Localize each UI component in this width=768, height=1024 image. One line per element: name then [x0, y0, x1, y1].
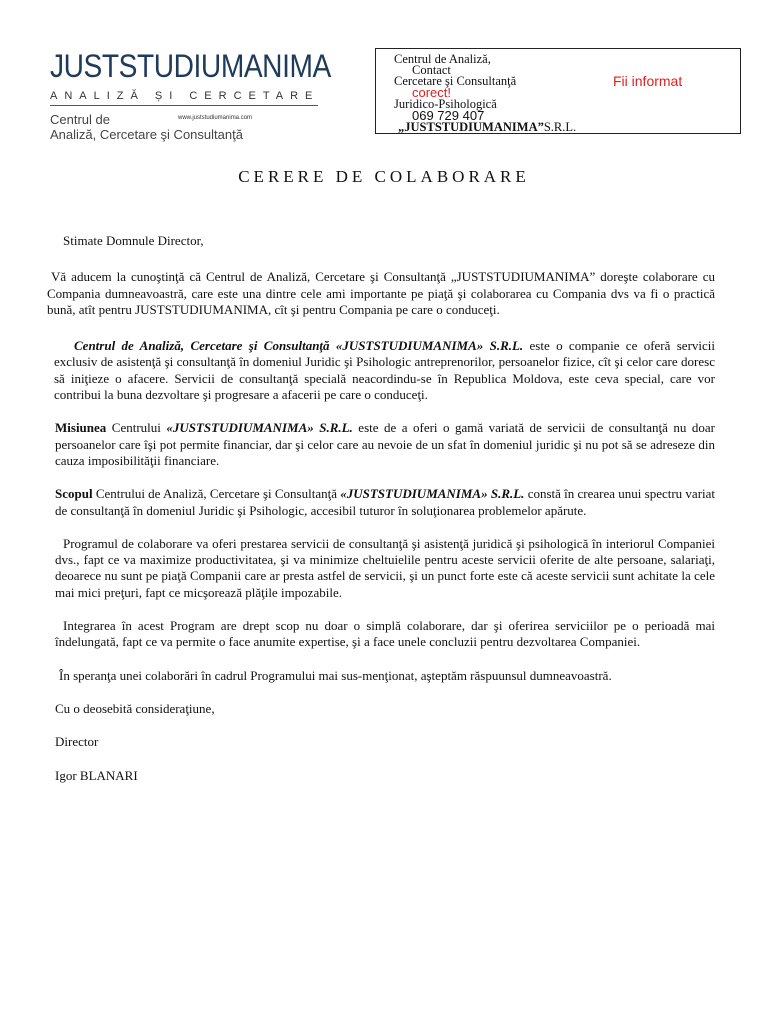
mission-label: Misiunea [55, 420, 107, 436]
contact-line-5: Juridico-Psihologică [394, 97, 497, 111]
contact-company-name: „JUSTSTUDIUMANIMA” [398, 120, 544, 134]
closing-line: Cu o deosebită consideraţiune, [55, 700, 215, 716]
contact-company-suffix: S.R.L. [543, 120, 577, 134]
company-logo [50, 48, 331, 142]
goal-label: Scopul [55, 486, 93, 502]
logo-title: JUSTSTUDIUMANIMA [50, 48, 331, 84]
goal-company-name: «JUSTSTUDIUMANIMA» S.R.L. [340, 486, 525, 502]
document-title: CERERE DE COLABORARE [238, 167, 530, 186]
paragraph-integration: Integrarea în acest Program are drept scop nu doar o simplă colaborare, dar şi oferirea serviciilor pe o perioadă mai îndelungată, fapt ce va permite o face anumite expertise, şi a face unele concluzii pentru dezvoltarea Companiei. [55, 618, 715, 650]
signatory-role: Director [55, 734, 99, 750]
paragraph-mission [55, 420, 715, 469]
logo-website: www.juststudiumanima.com [178, 115, 253, 121]
contact-company [398, 120, 576, 135]
paragraph-hope: În speranţa unei colaborări în cadrul Programului mai sus-menţionat, aşteptăm răspuunsul dumneavoastră. [59, 667, 612, 683]
paragraph-company-text: este o companie ce oferă servicii exclusiv de asistenţă şi consultanţă în domeniul Juridic şi Psihologic antreprenorilor, persoanelor fizice, cît şi celor care doresc să iniţieze o afacere. Servicii de consultanţă specială neacordindu-se în Republica Moldova, este ceva special, care vor contribui la buna dezvoltare şi progresare a afacerii pe care o conduceţi. [54, 338, 716, 403]
mission-company-name: «JUSTSTUDIUMANIMA» S.R.L. [166, 420, 353, 436]
slogan: Fii informat [613, 73, 683, 89]
paragraph-intro: Vă aducem la cunoştinţă că Centrul de Analiză, Cercetare şi Consultanţă „JUSTSTUDIUMANIMA” doreşte colaborare cu Compania dumneavoastră, care este una dintre cele ami importante pe piaţă şi colaborarea cu Compania dvs va fi o practică bună, atît pentru JUSTSTUDIUMANIMA, cît şi pentru Compania pe care o conduceţi. [47, 269, 715, 317]
logo-subtitle: ANALIZĂ ȘI CERCETARE [50, 90, 320, 102]
logo-desc-line2: Analiză, Cercetare şi Consultanţă [50, 127, 243, 142]
goal-text: constă în crearea unui spectru variat de consultanţă în domeniul Juridic şi Psihologic, accesibil tuturor în soluţionarea problemelor apărute. [55, 486, 716, 518]
paragraph-company [54, 338, 715, 403]
contact-line-2: Contact [412, 63, 451, 77]
contact-box [375, 48, 741, 134]
paragraph-goal [55, 486, 715, 519]
mission-text: este de a oferi o gamă variată de servicii de consultanţă nu doar persoanelor care îşi pot permite financiar, dar şi celor care au nevoie de un sfat în domeniul juridic şi nu pot să se adreseze din cauza imposibilităţii financiare. [55, 420, 715, 468]
mission-mid: Centrului [106, 420, 167, 436]
contact-phone: 069 729 407 [412, 108, 485, 123]
contact-line-3: Cercetare şi Consultanţă [394, 74, 517, 88]
logo-divider [50, 105, 318, 106]
contact-line-1: Centrul de Analiză, [394, 52, 491, 66]
signatory-name: Igor BLANARI [55, 767, 138, 783]
company-name-emphasis: Centrul de Analiză, Cercetare şi Consultanţă «JUSTSTUDIUMANIMA» S.R.L. [74, 338, 524, 354]
logo-desc-line1: Centrul de [50, 112, 110, 127]
contact-line-4: corect! [412, 85, 452, 100]
paragraph-program: Programul de colaborare va oferi prestarea servicii de consultanţă şi asistenţă juridică şi psihologică în interiorul Companiei dvs., fapt ce va maximize productivitatea, şi va minimize cheltuielile pentru aceste servicii oferite de alte persoane, salariaţi, deoarece nu sunt pe piaţă Companii care ar presta astfel de servicii, şi un punct forte este că aceste servicii sunt achitate la cele mai mici preţuri, fapt ce micşorează plăţile impozabile. [55, 535, 715, 600]
salutation: Stimate Domnule Director, [63, 233, 204, 248]
letter-body [47, 233, 716, 784]
goal-mid: Centrului de Analiză, Cercetare şi Consultanţă [92, 486, 341, 502]
